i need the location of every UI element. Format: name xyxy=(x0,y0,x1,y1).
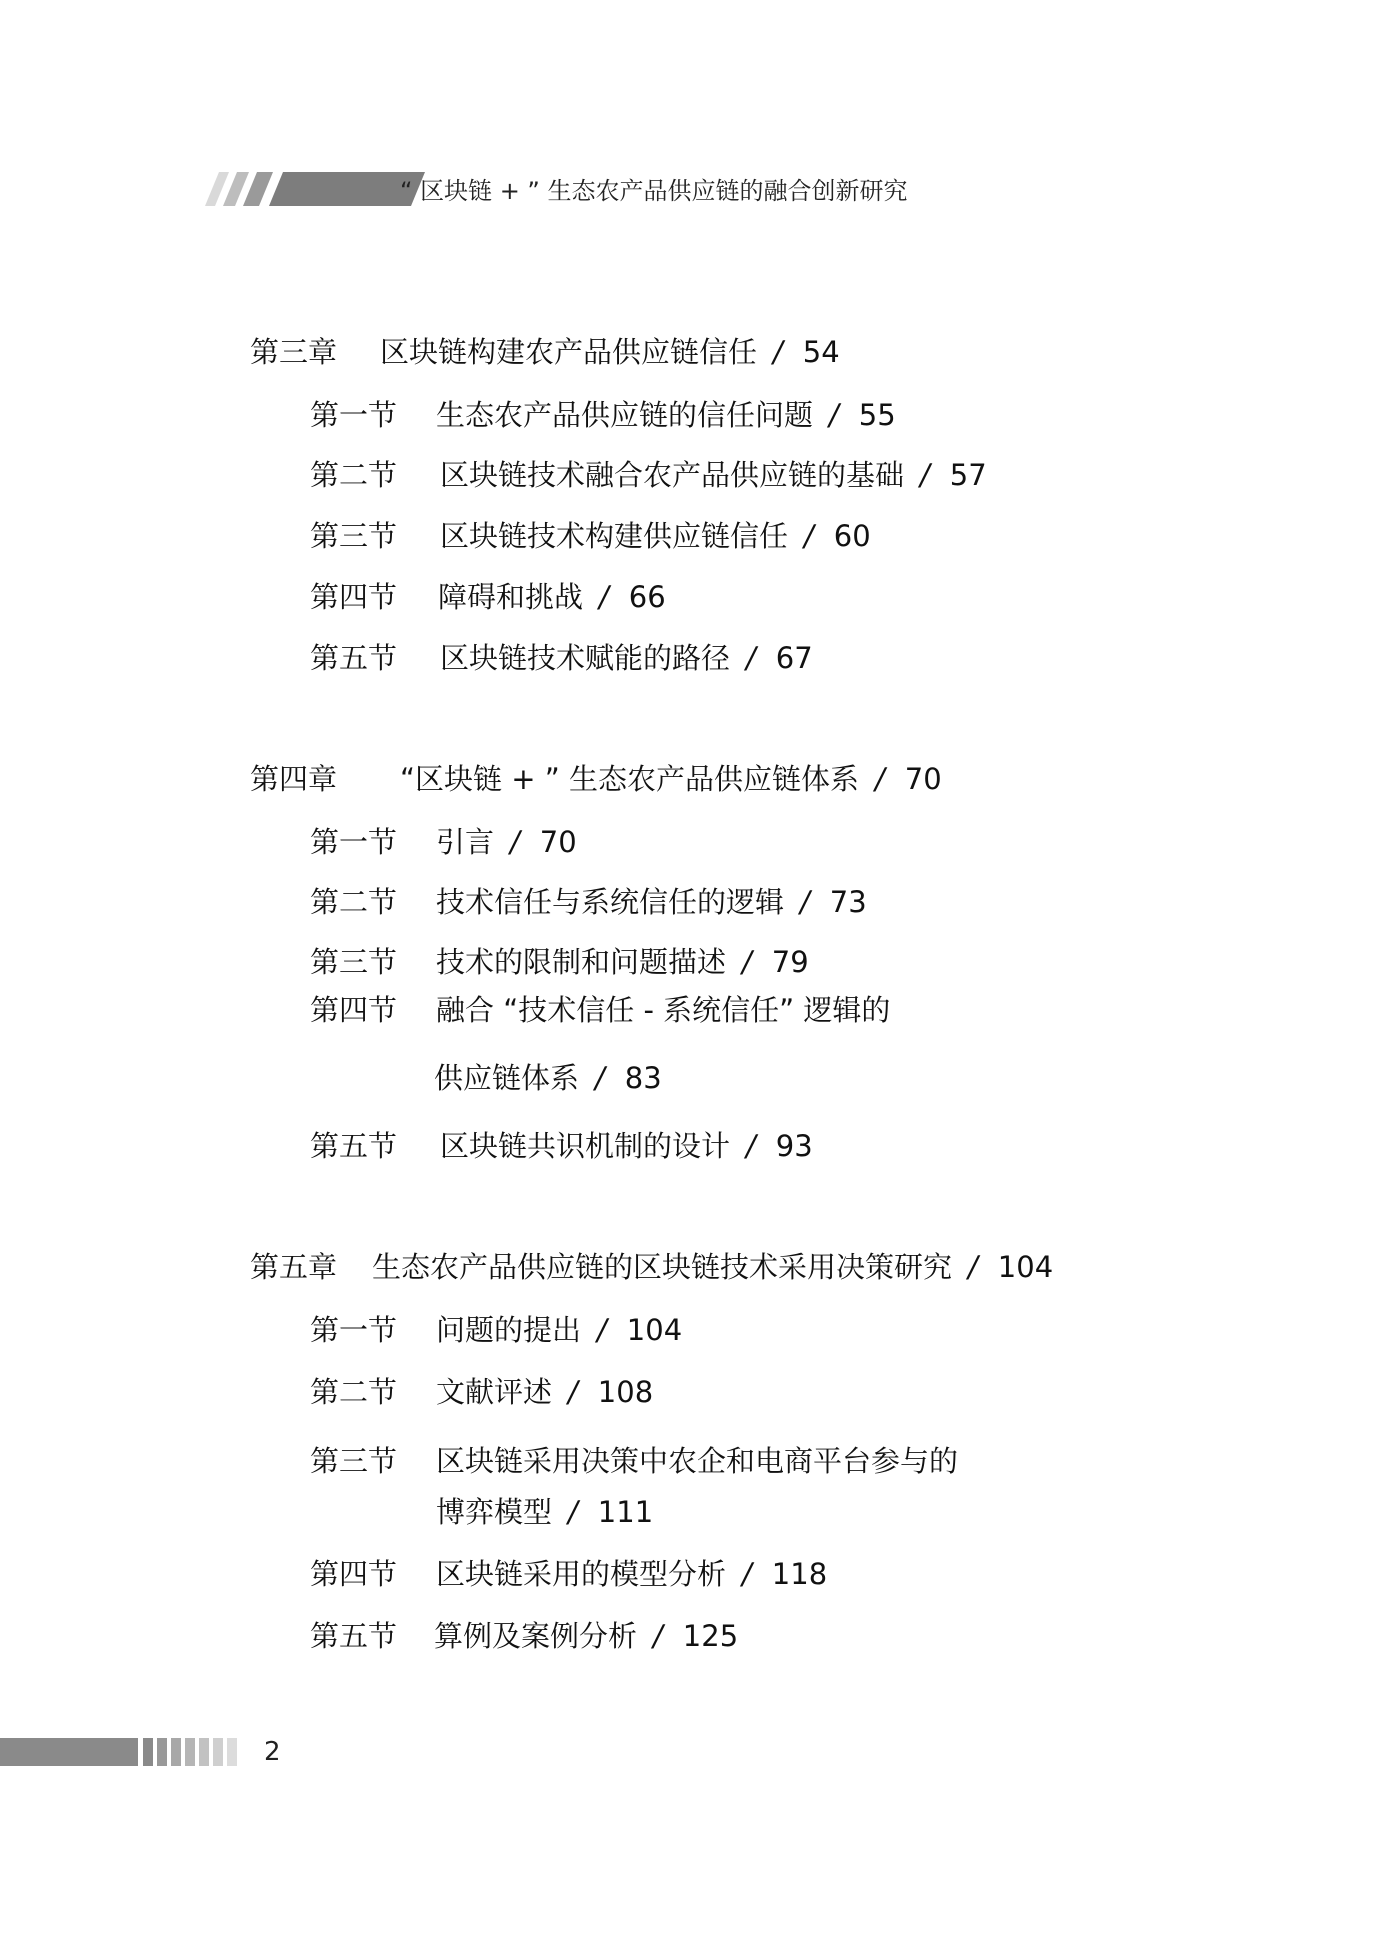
page-separator: / xyxy=(875,762,885,796)
page-number-ref: 54 xyxy=(802,335,840,369)
page-separator: / xyxy=(568,1495,578,1529)
page-separator: / xyxy=(773,335,783,369)
section-label: 第一节 xyxy=(310,1313,398,1347)
section-label: 第一节 xyxy=(310,825,398,859)
section-title: 区块链技术构建供应链信任 xyxy=(440,519,789,553)
page-number-ref: 70 xyxy=(904,762,942,796)
page-separator: / xyxy=(746,1129,756,1163)
page-number-ref: 83 xyxy=(624,1061,662,1095)
chapter-label: 第三章 xyxy=(250,335,338,369)
page-separator: / xyxy=(746,641,756,675)
running-header-title: “ 区块链 + ” 生态农产品供应链的融合创新研究 xyxy=(400,177,908,205)
page-number-ref: 79 xyxy=(771,945,809,979)
toc-section-continuation xyxy=(436,1494,653,1530)
section-label: 第二节 xyxy=(310,458,398,492)
section-title: 问题的提出 xyxy=(436,1313,582,1347)
section-title-continuation: 供应链体系 xyxy=(434,1061,580,1095)
page-separator: / xyxy=(595,1061,605,1095)
page-number: 2 xyxy=(264,1737,281,1767)
section-label: 第五节 xyxy=(310,641,398,675)
page-separator: / xyxy=(510,825,520,859)
footer-stripe-decoration xyxy=(0,1738,250,1766)
page-number-ref: 66 xyxy=(628,580,666,614)
section-title: 区块链技术赋能的路径 xyxy=(440,641,731,675)
section-title: 技术信任与系统信任的逻辑 xyxy=(436,885,785,919)
chapter-label: 第五章 xyxy=(250,1250,338,1284)
section-title: 引言 xyxy=(436,825,495,859)
section-title: 区块链技术融合农产品供应链的基础 xyxy=(440,458,905,492)
page-separator: / xyxy=(968,1250,978,1284)
page-separator: / xyxy=(653,1619,663,1653)
page-number-ref: 125 xyxy=(682,1619,739,1653)
page-number-ref: 111 xyxy=(597,1495,654,1529)
chapter-title: “区块链 + ” 生态农产品供应链体系 xyxy=(400,762,860,796)
section-label: 第三节 xyxy=(310,1444,398,1478)
page-separator: / xyxy=(599,580,609,614)
section-label: 第四节 xyxy=(310,993,398,1027)
page-separator: / xyxy=(742,1557,752,1591)
section-title-continuation: 博弈模型 xyxy=(436,1495,553,1529)
page-number-ref: 108 xyxy=(597,1375,654,1409)
chapter-title: 生态农产品供应链的区块链技术采用决策研究 xyxy=(372,1250,953,1284)
page-separator: / xyxy=(829,398,839,432)
section-title: 算例及案例分析 xyxy=(434,1619,638,1653)
page-separator: / xyxy=(800,885,810,919)
page-separator: / xyxy=(568,1375,578,1409)
page-number-ref: 55 xyxy=(858,398,896,432)
section-title: 文献评述 xyxy=(436,1375,553,1409)
page-number-ref: 70 xyxy=(539,825,577,859)
section-title: 融合 “技术信任 - 系统信任” 逻辑的 xyxy=(436,993,891,1027)
chapter-label: 第四章 xyxy=(250,762,338,796)
section-label: 第四节 xyxy=(310,1557,398,1591)
page-number-ref: 104 xyxy=(626,1313,683,1347)
section-title: 障碍和挑战 xyxy=(438,580,584,614)
page-number-ref: 57 xyxy=(949,458,987,492)
page-separator: / xyxy=(597,1313,607,1347)
page-number-ref: 118 xyxy=(771,1557,828,1591)
section-label: 第五节 xyxy=(310,1129,398,1163)
page-number-ref: 104 xyxy=(997,1250,1054,1284)
section-label: 第三节 xyxy=(310,519,398,553)
page-separator: / xyxy=(920,458,930,492)
chapter-title: 区块链构建农产品供应链信任 xyxy=(380,335,758,369)
page-separator: / xyxy=(804,519,814,553)
section-title: 区块链采用的模型分析 xyxy=(436,1557,727,1591)
page-number-ref: 67 xyxy=(775,641,813,675)
section-title: 技术的限制和问题描述 xyxy=(436,945,727,979)
page-number-ref: 93 xyxy=(775,1129,813,1163)
section-title: 区块链采用决策中农企和电商平台参与的 xyxy=(436,1444,959,1478)
section-label: 第二节 xyxy=(310,1375,398,1409)
page-number-ref: 60 xyxy=(833,519,871,553)
section-title: 区块链共识机制的设计 xyxy=(440,1129,731,1163)
section-label: 第五节 xyxy=(310,1619,398,1653)
section-title: 生态农产品供应链的信任问题 xyxy=(436,398,814,432)
section-label: 第四节 xyxy=(310,580,398,614)
section-label: 第三节 xyxy=(310,945,398,979)
section-label: 第二节 xyxy=(310,885,398,919)
section-label: 第一节 xyxy=(310,398,398,432)
page-number-ref: 73 xyxy=(829,885,867,919)
toc-section-continuation xyxy=(434,1060,662,1096)
page-separator: / xyxy=(742,945,752,979)
